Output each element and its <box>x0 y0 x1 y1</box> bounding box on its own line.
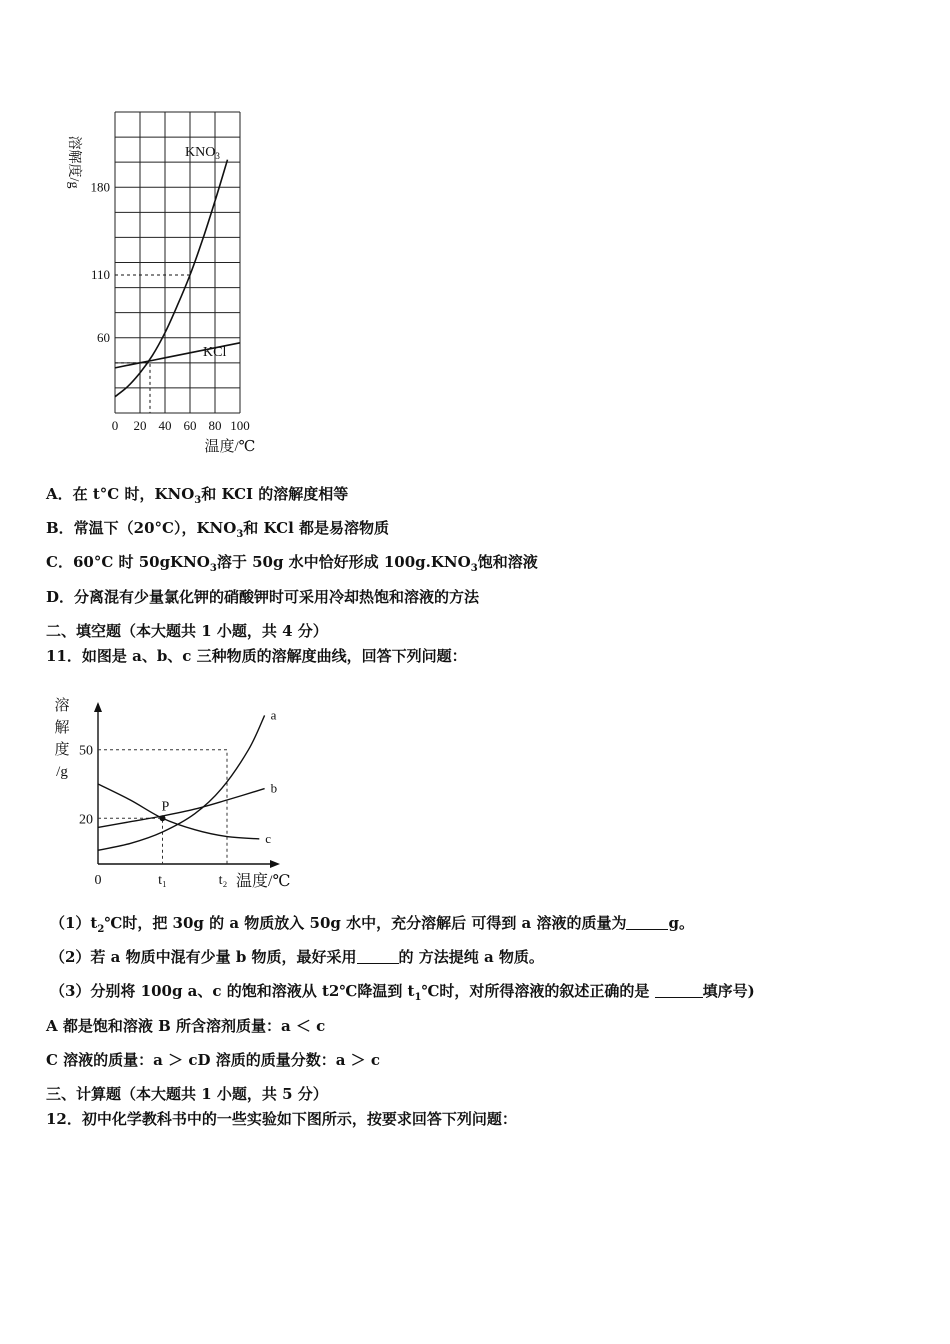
series-line-a <box>98 715 265 850</box>
q11-part-3: （3）分别将 100g a、c 的饱和溶液从 t2℃降温到 $t_1℃$时，对所得溶液的叙述正确的是 填序号) <box>50 982 755 1003</box>
answer-blank[interactable] <box>655 983 703 998</box>
series-label-kcl: KCl <box>203 345 227 360</box>
y-tick-label: 180 <box>90 179 110 195</box>
chart-series <box>115 160 240 397</box>
answer-blank[interactable] <box>626 915 668 930</box>
y-axis-title-char: 度 <box>54 742 70 758</box>
y-axis-arrow <box>94 702 102 712</box>
x-tick-label: 0 <box>111 418 119 433</box>
series-label-c: c <box>265 830 272 846</box>
solubility-chart-abc <box>40 690 290 900</box>
x-tick-label: t₂ <box>218 873 228 888</box>
series-label-a: a <box>270 707 277 723</box>
y-axis-title-char: /g <box>56 764 68 780</box>
y-axis-title: 溶解度/g <box>66 135 81 189</box>
y-tick-label: 60 <box>97 329 110 345</box>
q11-options-ab: A 都是饱和溶液 B 所含溶剂质量：a ＜ c <box>46 1017 326 1035</box>
y-tick-label: 20 <box>79 812 93 828</box>
chart-labels <box>54 697 290 890</box>
y-axis-title-char: 溶 <box>54 698 70 714</box>
y-tick-label: 50 <box>79 743 93 759</box>
series-line-b <box>98 789 265 828</box>
series-label-b: b <box>270 780 278 796</box>
series-line-c <box>98 784 259 839</box>
y-axis-title-char: 解 <box>54 720 70 736</box>
x-tick-label: 80 <box>208 418 222 433</box>
solubility-chart-kno3-kcl <box>40 100 280 470</box>
x-axis-title: 温度/℃ <box>236 873 290 890</box>
x-tick-label: t₁ <box>158 873 167 888</box>
q11-part-2: （2）若 a 物质中混有少量 b 物质，最好采用 的 方法提纯 a 物质。 <box>50 948 544 966</box>
chart-guides <box>115 275 190 413</box>
x-tick-label: 0 <box>94 873 102 888</box>
q10-option-c: C．60°C 时 50gKNO$_3$溶于 50g 水中恰好形成 $100g.KNO_3$饱和溶液 <box>46 553 538 574</box>
y-tick-label: 110 <box>90 267 110 283</box>
chart-labels <box>66 136 255 455</box>
x-tick-label: 40 <box>158 418 172 433</box>
q10-option-a: A．在 t°C 时，$KNO_3$和 KCI 的溶解度相等 <box>46 485 349 506</box>
intersection-point-p <box>160 815 166 821</box>
q11-options-cd: C 溶液的质量：a ＞ cD 溶质的质量分数：a ＞ c <box>46 1051 380 1069</box>
q12-stem: 12．初中化学教科书中的一些实验如下图所示，按要求回答下列问题： <box>46 1110 517 1128</box>
answer-blank[interactable] <box>357 949 399 964</box>
section-2-title: 二、填空题（本大题共 1 小题，共 4 分） <box>46 622 328 640</box>
x-axis-arrow <box>270 860 280 868</box>
q11-part-1: $(1)t_2℃$时，把 30g 的 a 物质放入 50g 水中，充分溶解后 可得到 a 溶液的质量为 g。 <box>50 914 694 935</box>
series-label-kno3: $KNO_3$ <box>185 145 220 161</box>
chart-axes <box>94 702 280 868</box>
q10-option-d: D．分离混有少量氯化钾的硝酸钾时可采用冷却热饱和溶液的方法 <box>46 588 480 606</box>
chart-grid <box>115 112 240 413</box>
x-tick-label: 20 <box>133 418 147 433</box>
section-3-title: 三、计算题（本大题共 1 小题，共 5 分） <box>46 1085 328 1103</box>
x-axis-title: 温度/℃ <box>204 439 256 455</box>
x-tick-label: 60 <box>183 418 197 433</box>
chart-series <box>98 715 265 850</box>
q10-option-b: B．常温下（20°C），$KNO_3$和 KCl 都是易溶物质 <box>46 519 389 540</box>
series-line-kno3 <box>115 160 228 397</box>
x-tick-label: 100 <box>230 418 250 433</box>
q11-stem: 11．如图是 a、b、c 三种物质的溶解度曲线，回答下列问题： <box>46 647 467 665</box>
intersection-label-p: P <box>161 799 170 815</box>
